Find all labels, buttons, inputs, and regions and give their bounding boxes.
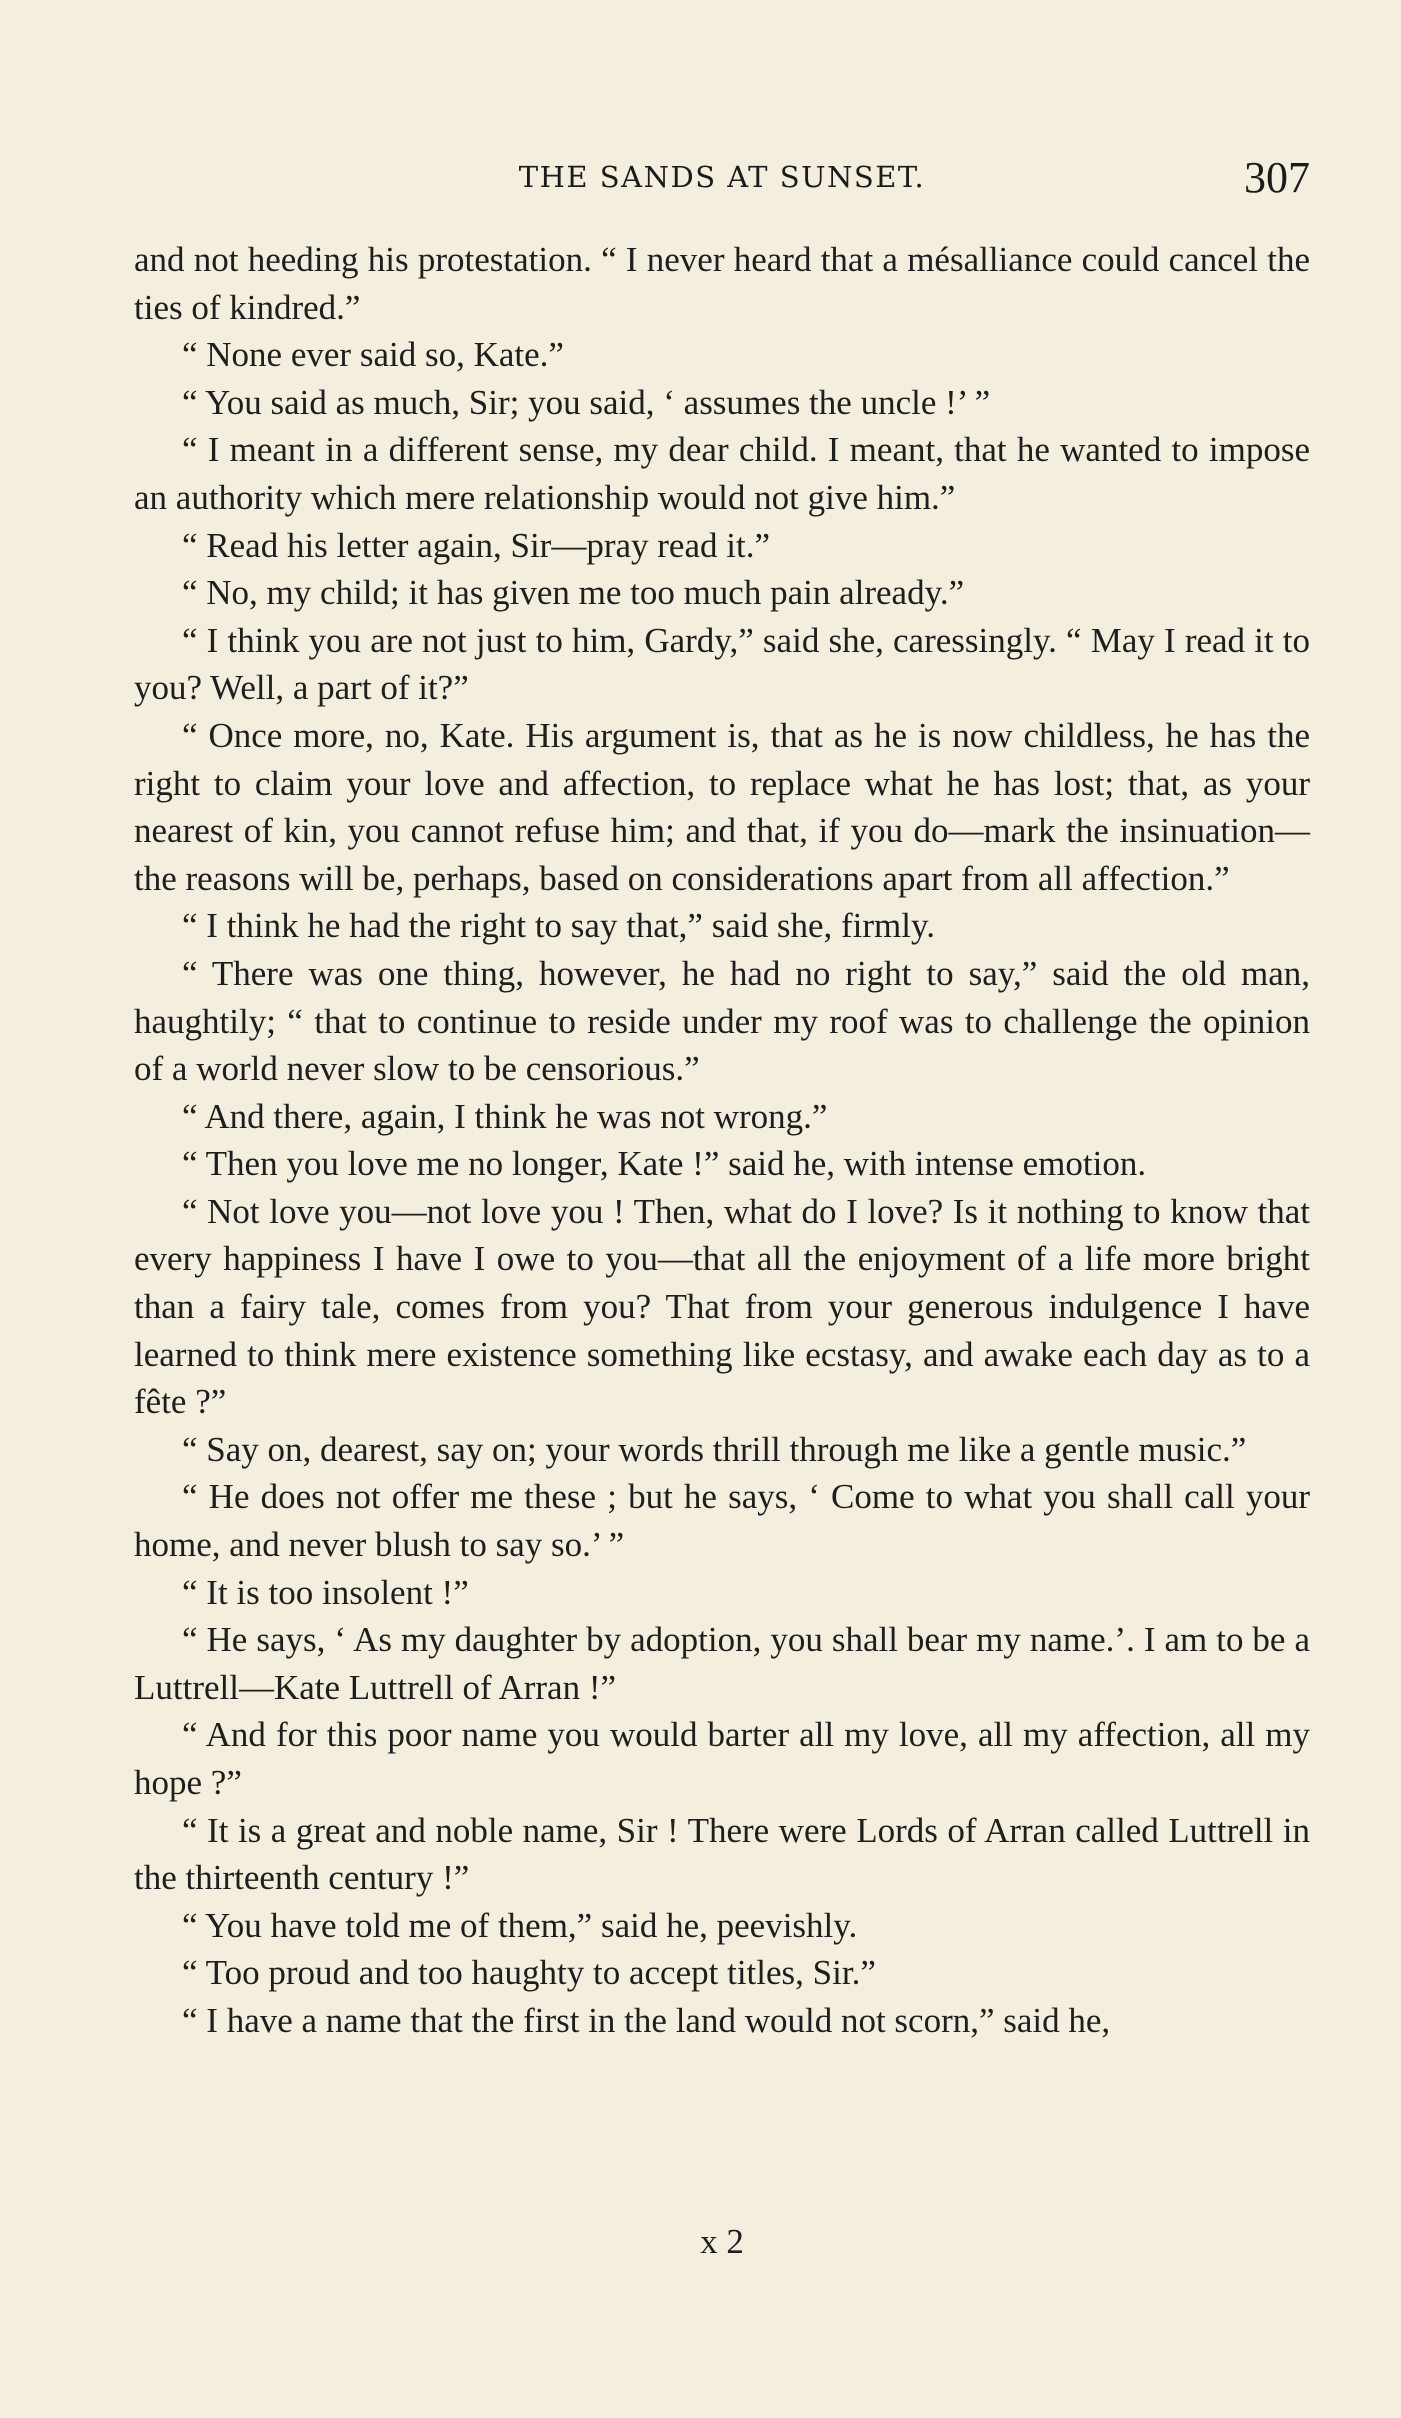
paragraph: “ Too proud and too haughty to accept titles, Sir.” xyxy=(182,1953,876,1993)
body-text xyxy=(134,236,1310,2045)
paragraph: “ And for this poor name you would barter all my love, all my affection, all my hope ?” xyxy=(134,1715,1310,1802)
page-header xyxy=(134,150,1310,210)
running-title: THE SANDS AT SUNSET. xyxy=(518,160,926,194)
paragraph: “ I think he had the right to say that,” said she, firmly. xyxy=(182,906,935,946)
signature-mark: x 2 xyxy=(700,2222,744,2261)
paragraph: “ None ever said so, Kate.” xyxy=(182,335,564,375)
paragraph: “ Then you love me no longer, Kate !” said he, with intense emotion. xyxy=(182,1144,1147,1184)
paragraph: “ There was one thing, however, he had no right to say,” said the old man, haughtily; “ that to continue to reside under my roof was to challenge the opinion of a world never slow to be censorious.” xyxy=(134,953,1310,1089)
paragraph: “ It is too insolent !” xyxy=(182,1572,469,1612)
paragraph: “ You have told me of them,” said he, peevishly. xyxy=(182,1905,858,1945)
paragraph: “ It is a great and noble name, Sir ! There were Lords of Arran called Luttrell in the thirteenth century !” xyxy=(134,1810,1310,1898)
paragraph: “ And there, again, I think he was not wrong.” xyxy=(182,1096,828,1136)
paragraph: “ Once more, no, Kate. His argument is, that as he is now childless, he has the right to claim your love and affection, to replace what he has lost; that, as your nearest of kin, you cannot refuse him; and that, if you do—mark the insinuation—the reasons will be, perhaps, based on considerations apart from all affection.” xyxy=(134,715,1310,898)
paragraph: “ You said as much, Sir; you said, ‘ assumes the uncle !’ ” xyxy=(182,382,991,422)
page-number: 307 xyxy=(1244,153,1310,202)
paragraph: “ I have a name that the first in the land would not scorn,” said he, xyxy=(182,2000,1111,2040)
paragraph: and not heeding his protestation. “ I never heard that a mésalliance could cancel the ties of kindred.” xyxy=(134,240,1310,327)
paragraph: “ He does not offer me these ; but he says, ‘ Come to what you shall call your home, and never blush to say so.’ ” xyxy=(134,1477,1310,1565)
paragraph: “ Not love you—not love you ! Then, what do I love? Is it nothing to know that every happiness I have I owe to you—that all the enjoyment of a life more bright than a fairy tale, comes from you? That from your generous indulgence I have learned to think mere existence something like ecstasy, and awake each day as to a fête ?” xyxy=(134,1191,1310,1422)
paragraph: “ Say on, dearest, say on; your words thrill through me like a gentle music.” xyxy=(182,1429,1247,1469)
paragraph: “ He says, ‘ As my daughter by adoption, you shall bear my name.’. I am to be a Luttrell—Kate Luttrell of Arran !” xyxy=(134,1620,1310,1707)
paragraph: “ I meant in a different sense, my dear child. I meant, that he wanted to impose an authority which mere relationship would not give him.” xyxy=(134,430,1310,517)
paragraph: “ Read his letter again, Sir—pray read it.” xyxy=(182,525,770,565)
paragraph: “ I think you are not just to him, Gardy,” said she, caressingly. “ May I read it to you? Well, a part of it?” xyxy=(134,620,1310,708)
paragraph: “ No, my child; it has given me too much pain already.” xyxy=(182,573,965,613)
